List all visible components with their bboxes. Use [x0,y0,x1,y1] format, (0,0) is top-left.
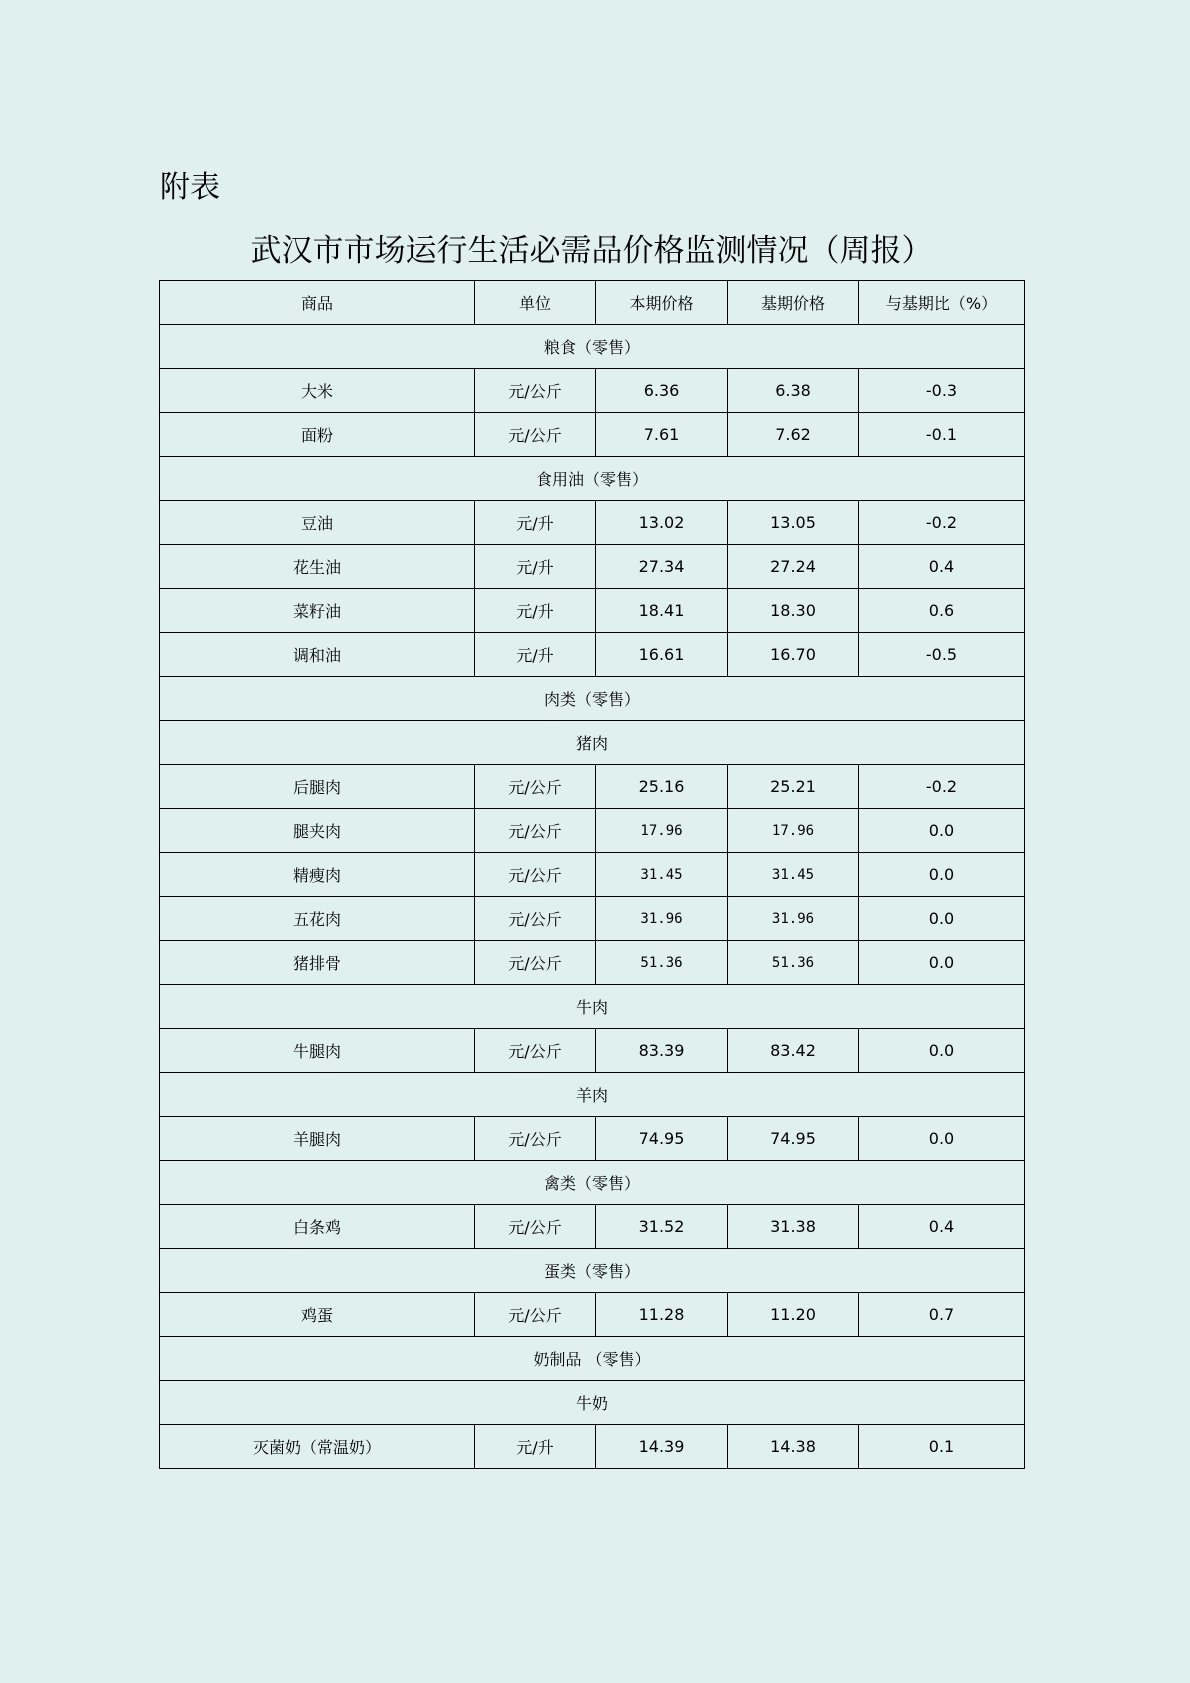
unit-cell: 元/升 [475,545,596,589]
current-price-cell: 7.61 [596,413,728,457]
category-row [160,1337,1025,1381]
table-row [160,1425,1025,1469]
current-price-cell: 13.02 [596,501,728,545]
change-percent-cell: -0.3 [859,369,1025,413]
category-row [160,1249,1025,1293]
base-price-cell: 11.20 [728,1293,859,1337]
item-name-cell: 面粉 [160,413,475,457]
change-percent-cell: 0.6 [859,589,1025,633]
item-name-cell: 大米 [160,369,475,413]
base-price-cell: 16.70 [728,633,859,677]
column-header-unit: 单位 [475,281,596,325]
table-row [160,1117,1025,1161]
unit-cell: 元/升 [475,501,596,545]
change-percent-cell: -0.2 [859,501,1025,545]
base-price-cell: 25.21 [728,765,859,809]
item-name-cell: 精瘦肉 [160,853,475,897]
change-percent-cell: -0.1 [859,413,1025,457]
table-row [160,589,1025,633]
category-label: 牛肉 [160,985,1025,1029]
current-price-cell: 18.41 [596,589,728,633]
base-price-cell: 6.38 [728,369,859,413]
category-label: 肉类（零售） [160,677,1025,721]
current-price-cell: 11.28 [596,1293,728,1337]
unit-cell: 元/公斤 [475,897,596,941]
column-header-current-price: 本期价格 [596,281,728,325]
unit-cell: 元/公斤 [475,853,596,897]
change-percent-cell: 0.0 [859,853,1025,897]
table-row [160,1293,1025,1337]
item-name-cell: 灭菌奶（常温奶） [160,1425,475,1469]
unit-cell: 元/升 [475,1425,596,1469]
table-row [160,369,1025,413]
category-row [160,457,1025,501]
price-monitoring-table [159,280,1025,1469]
table-header-row [160,281,1025,325]
column-header-base-price: 基期价格 [728,281,859,325]
category-label: 粮食（零售） [160,325,1025,369]
item-name-cell: 猪排骨 [160,941,475,985]
appendix-heading: 附表 [160,170,220,205]
category-label: 禽类（零售） [160,1161,1025,1205]
current-price-cell: 27.34 [596,545,728,589]
change-percent-cell: 0.0 [859,1029,1025,1073]
current-price-cell: 16.61 [596,633,728,677]
category-label: 奶制品 （零售） [160,1337,1025,1381]
unit-cell: 元/公斤 [475,369,596,413]
change-percent-cell: -0.5 [859,633,1025,677]
report-title: 武汉市市场运行生活必需品价格监测情况（周报） [250,233,933,269]
unit-cell: 元/公斤 [475,1205,596,1249]
current-price-cell: 31.96 [596,897,728,941]
column-header-change-percent: 与基期比（%） [859,281,1025,325]
base-price-cell: 13.05 [728,501,859,545]
item-name-cell: 花生油 [160,545,475,589]
item-name-cell: 后腿肉 [160,765,475,809]
current-price-cell: 31.52 [596,1205,728,1249]
table-row [160,501,1025,545]
item-name-cell: 豆油 [160,501,475,545]
base-price-cell: 31.96 [728,897,859,941]
base-price-cell: 14.38 [728,1425,859,1469]
item-name-cell: 菜籽油 [160,589,475,633]
unit-cell: 元/升 [475,633,596,677]
change-percent-cell: -0.2 [859,765,1025,809]
unit-cell: 元/公斤 [475,1293,596,1337]
change-percent-cell: 0.1 [859,1425,1025,1469]
change-percent-cell: 0.0 [859,809,1025,853]
base-price-cell: 17.96 [728,809,859,853]
change-percent-cell: 0.0 [859,941,1025,985]
item-name-cell: 白条鸡 [160,1205,475,1249]
item-name-cell: 牛腿肉 [160,1029,475,1073]
base-price-cell: 7.62 [728,413,859,457]
unit-cell: 元/公斤 [475,765,596,809]
table-row [160,633,1025,677]
table-row [160,809,1025,853]
unit-cell: 元/升 [475,589,596,633]
table-row [160,853,1025,897]
table-row [160,413,1025,457]
category-row [160,677,1025,721]
change-percent-cell: 0.7 [859,1293,1025,1337]
current-price-cell: 17.96 [596,809,728,853]
current-price-cell: 14.39 [596,1425,728,1469]
column-header-item: 商品 [160,281,475,325]
category-row [160,1073,1025,1117]
base-price-cell: 18.30 [728,589,859,633]
current-price-cell: 31.45 [596,853,728,897]
change-percent-cell: 0.4 [859,1205,1025,1249]
unit-cell: 元/公斤 [475,1117,596,1161]
category-label: 食用油（零售） [160,457,1025,501]
table-row [160,1205,1025,1249]
item-name-cell: 五花肉 [160,897,475,941]
category-row [160,1161,1025,1205]
table-row [160,1029,1025,1073]
base-price-cell: 74.95 [728,1117,859,1161]
current-price-cell: 83.39 [596,1029,728,1073]
category-row [160,325,1025,369]
current-price-cell: 25.16 [596,765,728,809]
current-price-cell: 74.95 [596,1117,728,1161]
category-label: 羊肉 [160,1073,1025,1117]
item-name-cell: 腿夹肉 [160,809,475,853]
change-percent-cell: 0.0 [859,897,1025,941]
change-percent-cell: 0.0 [859,1117,1025,1161]
unit-cell: 元/公斤 [475,941,596,985]
table-body [160,281,1025,1469]
base-price-cell: 31.38 [728,1205,859,1249]
unit-cell: 元/公斤 [475,809,596,853]
change-percent-cell: 0.4 [859,545,1025,589]
unit-cell: 元/公斤 [475,413,596,457]
item-name-cell: 调和油 [160,633,475,677]
item-name-cell: 羊腿肉 [160,1117,475,1161]
current-price-cell: 51.36 [596,941,728,985]
table-row [160,897,1025,941]
base-price-cell: 27.24 [728,545,859,589]
item-name-cell: 鸡蛋 [160,1293,475,1337]
current-price-cell: 6.36 [596,369,728,413]
table-row [160,545,1025,589]
category-row [160,721,1025,765]
unit-cell: 元/公斤 [475,1029,596,1073]
base-price-cell: 31.45 [728,853,859,897]
category-label: 牛奶 [160,1381,1025,1425]
base-price-cell: 83.42 [728,1029,859,1073]
category-label: 猪肉 [160,721,1025,765]
table-row [160,765,1025,809]
table-row [160,941,1025,985]
category-label: 蛋类（零售） [160,1249,1025,1293]
category-row [160,1381,1025,1425]
category-row [160,985,1025,1029]
base-price-cell: 51.36 [728,941,859,985]
